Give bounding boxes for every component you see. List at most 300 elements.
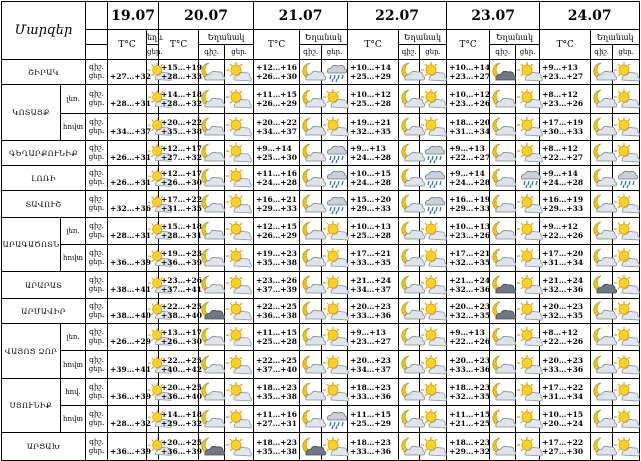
- weather-cell: [516, 245, 540, 272]
- sun-cloud-icon: [516, 88, 539, 110]
- temp-range: [159, 114, 202, 141]
- weather-cell: [199, 141, 225, 166]
- temp-range: [348, 299, 399, 324]
- table-row: [2, 351, 640, 379]
- night-temp: +13…+17: [161, 328, 202, 337]
- moon-cloud-icon: [300, 116, 321, 138]
- sun-cloud-icon: [225, 436, 253, 458]
- night-temp: +18…+23: [449, 437, 491, 447]
- night-label: գիշ.: [89, 410, 104, 418]
- moon-dark-icon: [490, 274, 515, 296]
- temp-header: T°C: [540, 30, 591, 60]
- date-header: 20.07: [159, 2, 254, 30]
- day-temp: +26…+31: [110, 153, 151, 162]
- weather-cell: [613, 299, 640, 324]
- day-temp: +22…+26: [542, 337, 584, 346]
- sun-cloud-icon: [322, 247, 347, 269]
- weather-cell: [490, 324, 516, 351]
- night-label: գիշ.: [89, 90, 104, 98]
- weather-cell: [490, 218, 516, 245]
- day-label: ցեր.: [88, 127, 105, 135]
- temp-range: [348, 191, 399, 218]
- day-subheader: ցեր.: [613, 45, 640, 60]
- sun-cloud-icon: [322, 88, 347, 110]
- region-name: ԿՈՏԱՅՔ: [2, 85, 61, 141]
- weather-header: եղև: [147, 30, 159, 45]
- moon-cloud-icon: [490, 167, 515, 189]
- weather-cell: [591, 272, 613, 299]
- night-temp: +14…+18: [161, 410, 202, 419]
- table-row: [2, 379, 640, 406]
- subregion-name: հովտ: [61, 351, 86, 379]
- region-name: ԳԵՂԱՐՔՈՒՆԻՔ: [2, 141, 86, 166]
- sun-cloud-icon: [613, 193, 639, 215]
- night-temp: +18…+23: [449, 383, 491, 392]
- weather-cell: [199, 324, 225, 351]
- day-subheader: ցեր.: [322, 45, 348, 60]
- night-temp: +20…+22: [256, 118, 297, 127]
- night-temp: +11…+16: [256, 410, 297, 419]
- temp-range: [254, 166, 300, 191]
- weather-cell: [613, 272, 640, 299]
- weather-cell: [300, 85, 322, 114]
- table-row: [2, 191, 640, 218]
- day-temp: +22…+26: [449, 337, 491, 346]
- weather-cell: [490, 245, 516, 272]
- night-temp: +10…+12: [350, 90, 392, 99]
- day-temp: +23…+26: [449, 231, 491, 240]
- weather-cell: [225, 60, 254, 85]
- region-name: ՍՅՈՒՆԻՔ: [2, 379, 61, 433]
- weather-cell: [591, 218, 613, 245]
- moon-cloud-icon: [399, 193, 419, 215]
- night-temp: +11…+16: [256, 169, 297, 178]
- weather-cell: [322, 60, 348, 85]
- temp-range: [447, 351, 490, 379]
- moon-cloud-icon: [591, 88, 612, 110]
- weather-cell: [490, 191, 516, 218]
- sun-cloud-icon: [613, 220, 639, 242]
- night-temp: +19…+21: [350, 118, 392, 127]
- day-label: ցեր.: [88, 311, 105, 319]
- night-day-labels: [86, 60, 108, 85]
- weather-cell: [420, 114, 447, 141]
- sun-cloud-icon: [225, 193, 253, 215]
- date-header: 19.07: [108, 2, 159, 30]
- rain-icon: [322, 167, 347, 189]
- temp-range: [159, 324, 202, 351]
- weather-cell: [516, 85, 540, 114]
- moon-cloud-icon: [199, 88, 224, 110]
- temp-range: [447, 141, 490, 166]
- weather-cell: [516, 379, 540, 406]
- night-label: գիշ.: [89, 169, 104, 177]
- day-temp: +32…+35: [449, 311, 491, 320]
- weather-cell: [225, 351, 254, 379]
- night-temp: +10…+13: [350, 222, 392, 231]
- night-temp: +22…+25: [161, 302, 202, 311]
- temp-range: [254, 406, 300, 433]
- day-subheader: ցեր.: [516, 45, 540, 60]
- date-header: 22.07: [348, 2, 447, 30]
- temp-range: [447, 85, 490, 114]
- moon-cloud-icon: [399, 220, 419, 242]
- day-temp: +29…+32: [449, 446, 491, 456]
- day-temp: +25…+29: [350, 419, 392, 428]
- sun-cloud-icon: [516, 326, 539, 348]
- weather-cell: [420, 433, 447, 461]
- weather-cell: [399, 141, 420, 166]
- weather-cell: [516, 299, 540, 324]
- night-temp: +21…+24: [350, 276, 392, 285]
- moon-cloud-icon: [591, 408, 612, 430]
- temp-range: [159, 406, 202, 433]
- weather-cell: [490, 379, 516, 406]
- temp-range: [159, 299, 202, 324]
- night-temp: +21…+24: [542, 276, 584, 285]
- day-temp: +33…+36: [449, 364, 491, 374]
- temp-range: [254, 114, 300, 141]
- night-temp: +9…+13: [350, 328, 386, 337]
- day-temp: +20…+24: [542, 419, 584, 428]
- temp-range: [159, 433, 202, 461]
- weather-cell: [490, 60, 516, 85]
- day-temp: +31…+34: [542, 392, 584, 401]
- weather-cell: [516, 141, 540, 166]
- moon-cloud-icon: [199, 326, 224, 348]
- temp-range: [540, 433, 591, 461]
- day-temp: +33…+36: [350, 446, 392, 456]
- moon-cloud-icon: [591, 300, 612, 322]
- night-temp: +8…+12: [542, 328, 578, 337]
- moon-cloud-icon: [490, 354, 515, 376]
- temp-range: [108, 433, 151, 461]
- forecast-body: [2, 60, 640, 461]
- day-temp: +33…+36: [542, 364, 584, 374]
- day-label: ցեր.: [88, 446, 105, 455]
- temp-range: [108, 324, 151, 351]
- moon-cloud-icon: [300, 326, 321, 348]
- night-temp: +11…+15: [256, 90, 297, 99]
- night-temp: +9…+13: [449, 144, 485, 153]
- temp-range: [159, 351, 202, 379]
- moon-cloud-icon: [300, 247, 321, 269]
- temp-range: [540, 60, 591, 85]
- moon-cloud-icon: [591, 354, 612, 376]
- night-temp: +9…+14: [256, 144, 292, 153]
- sun-cloud-icon: [322, 326, 347, 348]
- night-temp: +12…+15: [256, 222, 297, 231]
- table-row: [2, 218, 640, 245]
- weather-cell: [322, 324, 348, 351]
- moon-cloud-icon: [300, 381, 321, 403]
- region-name: ՇԻՐԱԿ: [2, 60, 86, 85]
- temp-header: T°C: [254, 30, 300, 60]
- temp-range: [159, 166, 202, 191]
- weather-cell: [225, 299, 254, 324]
- table-row: [2, 272, 640, 299]
- day-label: ցեր.: [88, 258, 105, 266]
- night-day-labels: [86, 433, 108, 461]
- temp-range: [540, 324, 591, 351]
- night-temp: +9…+12: [542, 222, 578, 231]
- weather-cell: [420, 379, 447, 406]
- temp-range: [254, 191, 300, 218]
- night-temp: +9…+14: [542, 169, 578, 178]
- weather-cell: [322, 191, 348, 218]
- moon-cloud-icon: [591, 220, 612, 242]
- moon-cloud-icon: [300, 274, 321, 296]
- weather-cell: [516, 60, 540, 85]
- weather-cell: [322, 114, 348, 141]
- day-temp: +37…+40: [256, 364, 297, 374]
- night-temp: +16…+19: [542, 195, 584, 204]
- weather-cell: [399, 191, 420, 218]
- weather-cell: [399, 218, 420, 245]
- weather-cell: [225, 272, 254, 299]
- weather-cell: [300, 433, 322, 461]
- temp-range: [159, 60, 202, 85]
- weather-cell: [300, 114, 322, 141]
- day-temp: +30…+33: [542, 127, 584, 136]
- weather-cell: [490, 85, 516, 114]
- day-temp: +24…+28: [350, 153, 392, 162]
- night-temp: +20…+23: [542, 355, 584, 365]
- moon-cloud-icon: [490, 88, 515, 110]
- temp-range: [540, 245, 591, 272]
- night-label: գիշ.: [89, 302, 104, 310]
- temp-range: [254, 218, 300, 245]
- subregion-name: հովտ: [61, 114, 86, 141]
- moon-cloud-icon: [591, 326, 612, 348]
- day-temp: +29…+33: [256, 204, 297, 213]
- weather-cell: [399, 324, 420, 351]
- weather-cell: [490, 141, 516, 166]
- sun-cloud-icon: [516, 300, 539, 322]
- weather-cell: [516, 351, 540, 379]
- weather-cell: [225, 406, 254, 433]
- sun-cloud-icon: [613, 142, 639, 164]
- day-temp: +27…+31: [256, 419, 297, 428]
- rain-icon: [322, 193, 347, 215]
- sun-cloud-icon: [516, 274, 539, 296]
- day-temp: +28…+31: [110, 99, 151, 108]
- temp-range: [254, 60, 300, 85]
- night-temp: +11…+15: [350, 410, 392, 419]
- temp-range: [447, 299, 490, 324]
- region-name: ԼՈՌԻ: [2, 166, 86, 191]
- night-temp: +23…+26: [256, 276, 297, 285]
- day-temp: +26…+29: [110, 337, 151, 346]
- temp-range: [108, 85, 151, 114]
- weather-cell: [420, 85, 447, 114]
- weather-cell: [199, 60, 225, 85]
- moon-cloud-icon: [399, 142, 419, 164]
- moon-cloud-icon: [490, 193, 515, 215]
- day-temp: +27…+30: [542, 446, 584, 456]
- day-temp: +36…+40: [161, 392, 202, 401]
- moon-cloud-icon: [591, 167, 612, 189]
- temp-range: [254, 379, 300, 406]
- night-temp: +20…+25: [161, 383, 202, 392]
- moon-cloud-icon: [399, 326, 419, 348]
- weather-cell: [420, 272, 447, 299]
- day-temp: +21…+25: [449, 419, 491, 428]
- night-temp: +17…+22: [161, 195, 202, 204]
- night-temp: +18…+23: [350, 437, 392, 447]
- day-temp: +23…+26: [542, 99, 584, 108]
- weather-cell: [322, 299, 348, 324]
- weather-cell: [613, 324, 640, 351]
- weather-cell: [199, 245, 225, 272]
- weather-cell: [300, 324, 322, 351]
- moon-cloud-icon: [399, 274, 419, 296]
- temp-range: [108, 114, 151, 141]
- day-temp: +32…+35: [350, 127, 392, 136]
- day-temp: +22…+27: [542, 153, 584, 162]
- moon-dark-icon: [591, 274, 612, 296]
- day-temp: +26…+30: [161, 337, 202, 346]
- day-temp: +35…+38: [256, 446, 297, 456]
- night-temp: +22…+25: [161, 355, 202, 365]
- temp-range: [540, 85, 591, 114]
- temp-range: [108, 218, 151, 245]
- sun-cloud-icon: [322, 381, 347, 403]
- day-subheader: ցեր.: [147, 45, 159, 60]
- night-temp: +9…+13: [449, 328, 485, 337]
- day-temp: +37…+41: [161, 285, 202, 294]
- temp-range: [540, 379, 591, 406]
- weather-cell: [591, 324, 613, 351]
- weather-cell: [322, 351, 348, 379]
- temp-range: [254, 245, 300, 272]
- sun-cloud-icon: [516, 381, 539, 403]
- weather-cell: [199, 433, 225, 461]
- night-temp: +16…+19: [449, 195, 491, 204]
- weather-cell: [613, 351, 640, 379]
- temp-range: [540, 114, 591, 141]
- weather-cell: [300, 141, 322, 166]
- night-temp: +21…+24: [449, 276, 491, 285]
- day-temp: +33…+36: [350, 311, 392, 320]
- day-temp: +32…+35: [449, 258, 491, 267]
- weather-cell: [225, 433, 254, 461]
- weather-cell: [199, 114, 225, 141]
- night-day-labels: [86, 166, 108, 191]
- moon-cloud-icon: [399, 408, 419, 430]
- night-temp: +12…+16: [256, 63, 297, 72]
- night-day-labels: [86, 406, 108, 433]
- weather-cell: [322, 85, 348, 114]
- moon-cloud-icon: [399, 300, 419, 322]
- night-temp: +8…+12: [542, 144, 578, 153]
- weather-cell: [490, 114, 516, 141]
- day-temp: +25…+28: [350, 99, 392, 108]
- weather-cell: [199, 379, 225, 406]
- temp-range: [447, 60, 490, 85]
- sun-cloud-icon: [516, 408, 539, 430]
- weather-cell: [225, 245, 254, 272]
- temp-range: [348, 245, 399, 272]
- weather-cell: [322, 166, 348, 191]
- sun-cloud-icon: [225, 88, 253, 110]
- weather-cell: [399, 245, 420, 272]
- sun-cloud-icon: [225, 247, 253, 269]
- night-label: գիշ.: [89, 437, 104, 446]
- night-temp: +18…+23: [256, 383, 297, 392]
- day-temp: +25…+28: [350, 231, 392, 240]
- day-temp: +26…+30: [256, 72, 297, 81]
- temp-range: [447, 166, 490, 191]
- moon-cloud-icon: [591, 193, 612, 215]
- temp-header: T°C: [348, 30, 399, 60]
- night-temp: +9…+13: [542, 63, 578, 72]
- weather-cell: [199, 406, 225, 433]
- day-temp: +36…+39: [161, 446, 202, 456]
- sun-cloud-icon: [322, 220, 347, 242]
- weather-cell: [399, 166, 420, 191]
- temp-range: [348, 433, 399, 461]
- day-temp: +26…+29: [256, 231, 297, 240]
- day-temp: +39…+41: [110, 364, 151, 374]
- night-day-labels: [86, 218, 108, 245]
- subregion-name: լեռ.: [61, 218, 86, 245]
- moon-dark-icon: [199, 436, 224, 458]
- moon-cloud-icon: [199, 142, 224, 164]
- day-label: ցեր.: [88, 285, 105, 293]
- night-label: գիշ.: [89, 195, 104, 203]
- night-temp: +10…+15: [542, 410, 584, 419]
- subregion-name: հովտ: [61, 406, 86, 433]
- moon-cloud-icon: [199, 167, 224, 189]
- moon-cloud-icon: [300, 193, 321, 215]
- subregion-name: հով.: [61, 379, 86, 406]
- weather-cell: [399, 433, 420, 461]
- weather-cell: [300, 218, 322, 245]
- night-temp: +9…+13: [350, 144, 386, 153]
- table-row: [2, 166, 640, 191]
- day-label: ցեր.: [88, 153, 105, 161]
- sun-cloud-icon: [322, 354, 347, 376]
- day-temp: +36…+39: [161, 258, 202, 267]
- temp-range: [108, 272, 151, 299]
- weather-cell: [516, 406, 540, 433]
- temp-range: [348, 141, 399, 166]
- temp-range: [108, 191, 151, 218]
- weather-cell: [199, 299, 225, 324]
- night-label: գիշ.: [89, 383, 104, 391]
- day-temp: +26…+30: [161, 178, 202, 187]
- weather-cell: [322, 272, 348, 299]
- subregion-name: լեռ.: [61, 85, 86, 114]
- sun-cloud-icon: [225, 274, 253, 296]
- temp-range: [348, 406, 399, 433]
- night-subheader: գիշ.: [399, 45, 420, 60]
- weather-cell: [300, 245, 322, 272]
- day-temp: +29…+32: [161, 419, 202, 428]
- weather-cell: [300, 379, 322, 406]
- night-label: գիշ.: [89, 276, 104, 284]
- day-temp: +34…+37: [350, 364, 392, 374]
- day-temp: +34…+37: [350, 285, 392, 294]
- day-temp: +22…+26: [542, 231, 584, 240]
- day-temp: +22…+27: [449, 153, 491, 162]
- subregion-name: հովտ: [61, 245, 86, 272]
- weather-cell: [225, 166, 254, 191]
- day-temp: +26…+31: [110, 178, 151, 187]
- table-row: [2, 114, 640, 141]
- weather-cell: [225, 218, 254, 245]
